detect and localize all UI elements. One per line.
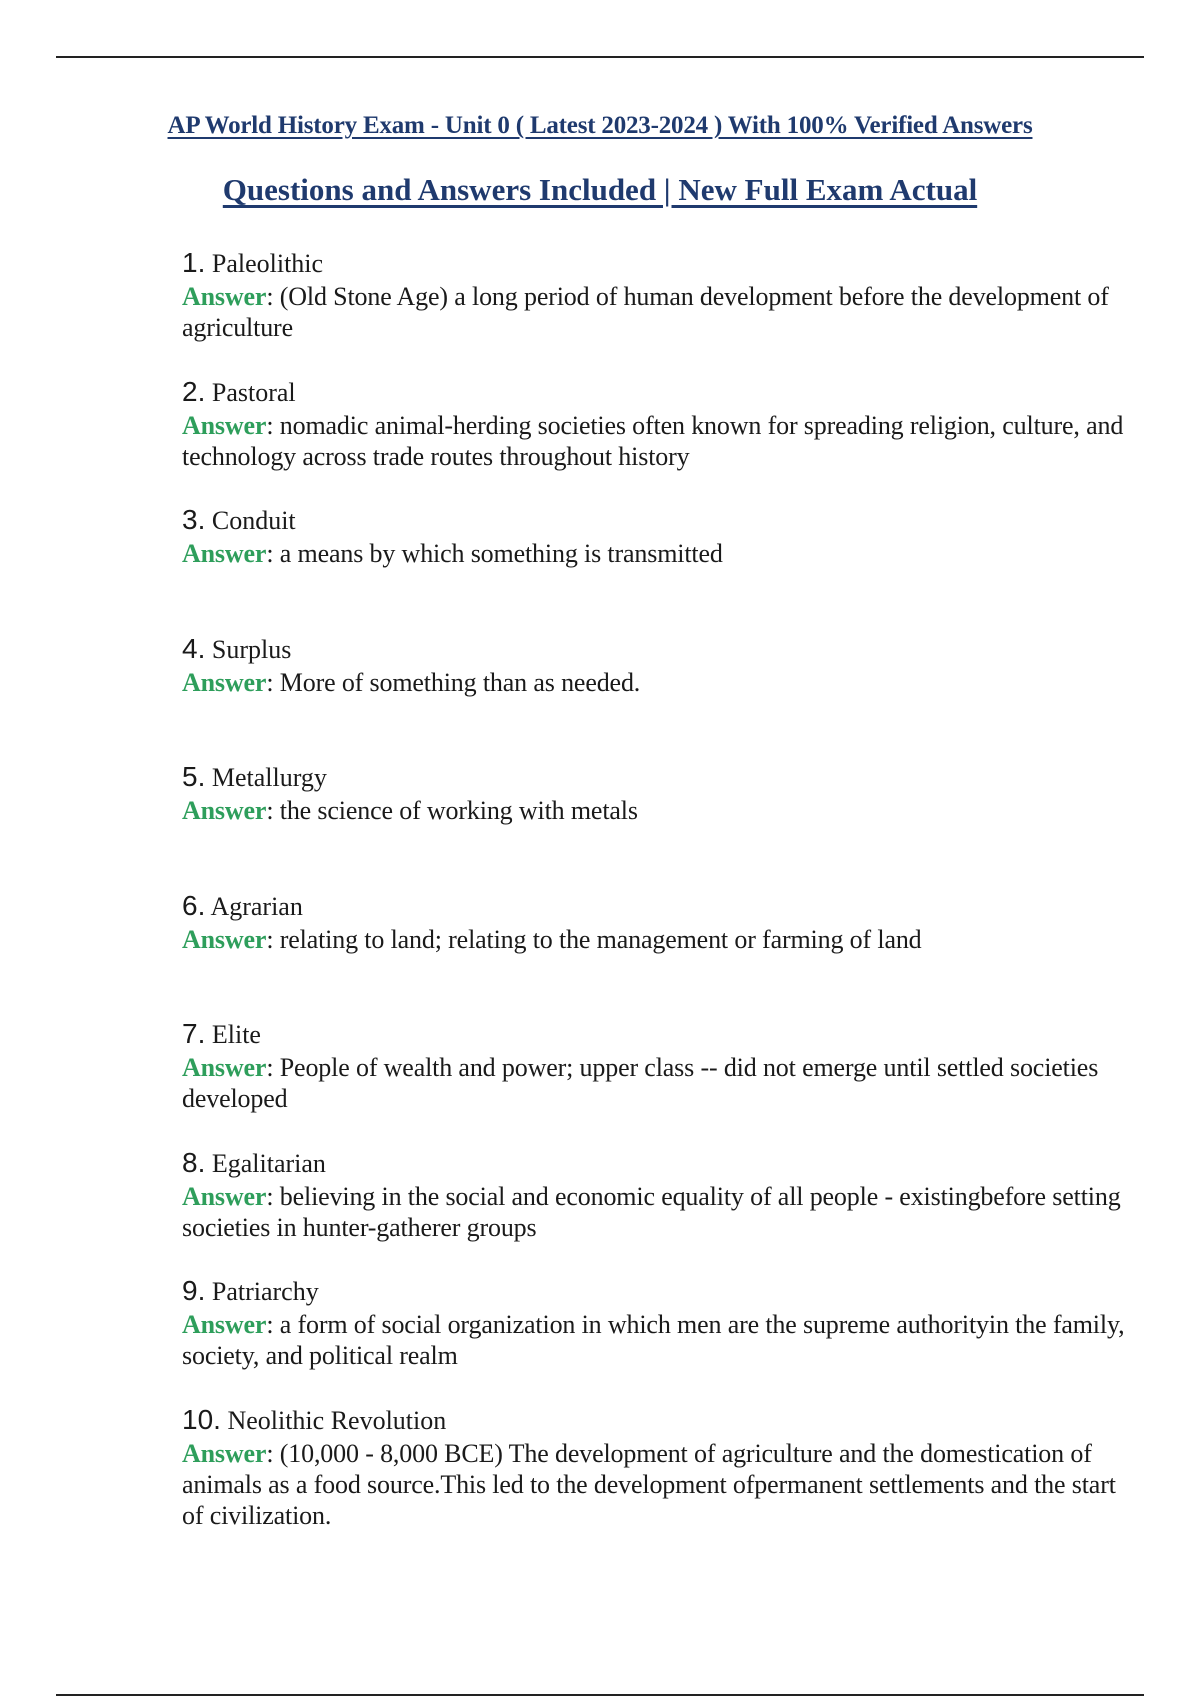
question (182, 377, 1142, 408)
answer: Answer: relating to land; relating to the management or farming of land (182, 924, 922, 954)
list-item (182, 1019, 1142, 1148)
question-term: Egalitarian (211, 1148, 326, 1178)
answer-text: (Old Stone Age) a long period of human development before the development of agriculture (182, 282, 1109, 342)
answer-label: Answer (182, 1310, 267, 1339)
question (182, 762, 1142, 793)
document-title: AP World History Exam - Unit 0 ( Latest 2023-2024 ) With 100% Verified Answers (167, 112, 1033, 139)
question-list (182, 248, 1142, 1533)
answer-text: a means by which something is transmitted (279, 539, 723, 568)
question (182, 891, 1142, 922)
answer-label: Answer (182, 1053, 267, 1082)
answer-label: Answer (182, 1181, 267, 1211)
question (182, 1148, 1142, 1179)
answer: Answer: the science of working with metals (182, 796, 638, 825)
question (182, 1276, 1142, 1307)
question (182, 1405, 1142, 1436)
answer: Answer: a means by which something is transmitted (182, 539, 723, 568)
question-term: Paleolithic (211, 249, 324, 278)
question (182, 634, 1142, 665)
answer-text: the science of working with metals (279, 796, 638, 825)
question-number: 1. (182, 247, 206, 278)
answer-label: Answer (182, 410, 267, 440)
question-number: 10. (182, 1403, 221, 1435)
question (182, 248, 1142, 279)
bottom-divider (56, 1694, 1144, 1696)
answer-label: Answer (182, 667, 267, 697)
list-item (182, 891, 1142, 1020)
question-term: Pastoral (211, 377, 296, 407)
answer: Answer: More of something than as needed. (182, 667, 641, 697)
question-number: 9. (182, 1275, 206, 1306)
question-number: 6. (182, 889, 206, 921)
list-item (182, 1148, 1142, 1277)
answer-text: (10,000 - 8,000 BCE) The development of agriculture and the domestication of animals as a food source.This led to the development ofpermanent settlements and the start of civilization. (182, 1438, 1116, 1530)
question-number: 7. (182, 1018, 206, 1049)
list-item (182, 1405, 1142, 1534)
answer-text: People of wealth and power; upper class -- did not emerge until settled societies developed (182, 1053, 1099, 1113)
answer: Answer: a form of social organization in which men are the supreme authorityin the family, society, and political realm (182, 1310, 1125, 1370)
question (182, 505, 1142, 536)
answer: Answer: People of wealth and power; upper class -- did not emerge until settled societies developed (182, 1053, 1099, 1113)
question-term: Surplus (211, 634, 292, 664)
list-item (182, 377, 1142, 506)
answer: Answer: (Old Stone Age) a long period of human development before the development of agriculture (182, 282, 1109, 342)
answer-text: nomadic animal-herding societies often known for spreading religion, culture, and technology across trade routes throughout history (182, 410, 1124, 471)
answer-label: Answer (182, 924, 267, 954)
list-item (182, 248, 1142, 377)
answer-text: a form of social organization in which men are the supreme authorityin the family, society, and political realm (182, 1310, 1125, 1370)
answer: Answer: (10,000 - 8,000 BCE) The development of agriculture and the domestication of animals as a food source.This led to the development ofpermanent settlements and the start of civilization. (182, 1438, 1116, 1530)
top-divider (56, 56, 1144, 58)
question-number: 8. (182, 1146, 206, 1178)
answer: Answer: believing in the social and economic equality of all people - existingbefore setting societies in hunter-gatherer groups (182, 1181, 1121, 1242)
question-term: Metallurgy (211, 763, 327, 792)
question-term: Patriarchy (211, 1277, 319, 1306)
list-item (182, 762, 1142, 891)
question-term: Elite (211, 1020, 261, 1049)
question-term: Neolithic Revolution (227, 1405, 447, 1435)
list-item (182, 634, 1142, 763)
question-number: 5. (182, 761, 206, 792)
answer-label: Answer (182, 1438, 267, 1468)
question (182, 1019, 1142, 1050)
list-item (182, 505, 1142, 634)
question-number: 3. (182, 504, 206, 535)
question-number: 2. (182, 375, 206, 407)
answer: Answer: nomadic animal-herding societies often known for spreading religion, culture, and technology across trade routes throughout history (182, 410, 1124, 471)
answer-label: Answer (182, 796, 267, 825)
answer-label: Answer (182, 539, 267, 568)
answer-text: More of something than as needed. (279, 667, 641, 697)
question-term: Conduit (211, 506, 296, 535)
document-subtitle: Questions and Answers Included | New Full Exam Actual (222, 172, 978, 207)
answer-text: relating to land; relating to the management or farming of land (279, 924, 922, 954)
question-number: 4. (182, 632, 206, 664)
answer-text: believing in the social and economic equality of all people - existingbefore setting societies in hunter-gatherer groups (182, 1181, 1121, 1242)
list-item (182, 1276, 1142, 1405)
question-term: Agrarian (210, 891, 303, 921)
answer-label: Answer (182, 282, 267, 311)
